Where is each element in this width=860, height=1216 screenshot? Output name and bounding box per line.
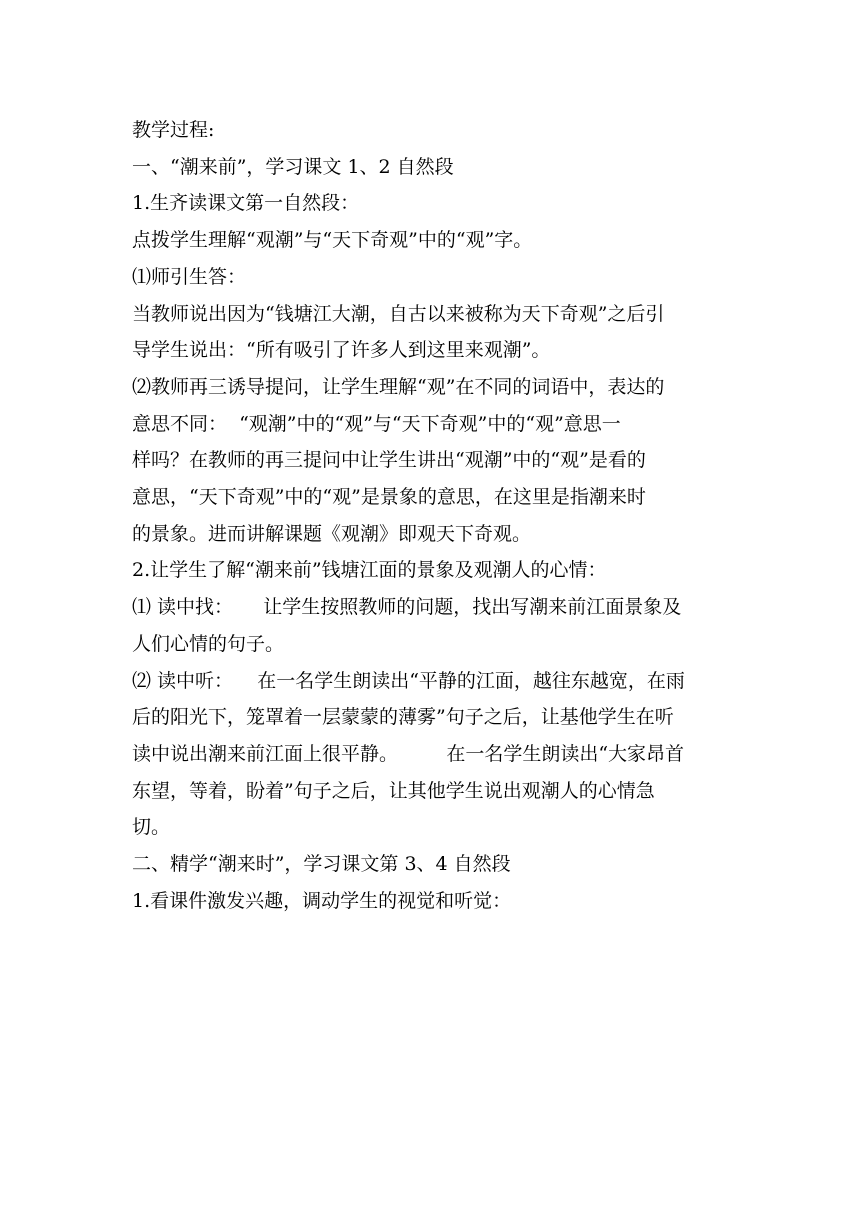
- paragraph-line: ⑴ 读中找： 让学生按照教师的问题，找出写潮来前江面景象及: [132, 596, 682, 619]
- paragraph-line: 样吗？在教师的再三提问中让学生讲出“观潮”中的“观”是看的: [132, 449, 646, 472]
- paragraph-line: 意思，“天下奇观”中的“观”是景象的意思，在这里是指潮来时: [132, 486, 646, 509]
- paragraph-line: ⑵教师再三诱导提问，让学生理解“观”在不同的词语中，表达的: [132, 375, 665, 398]
- paragraph-line: 人们心情的句子。: [132, 632, 285, 655]
- paragraph-line: 导学生说出：“所有吸引了许多人到这里来观潮”。: [132, 339, 551, 362]
- subheading-step-1: 1.看课件激发兴趣，调动学生的视觉和听觉：: [132, 889, 512, 912]
- section-heading-part-one: 一、“潮来前”，学习课文 1、2 自然段: [132, 155, 454, 178]
- section-heading-teaching-process: 教学过程:: [132, 119, 215, 141]
- paragraph-line: 当教师说出因为“钱塘江大潮，自古以来被称为天下奇观”之后引: [132, 302, 665, 325]
- subheading-step-1: 1.生齐读课文第一自然段：: [132, 192, 360, 215]
- paragraph-line: 切。: [132, 816, 171, 839]
- document-body: [132, 112, 732, 919]
- paragraph-line: 的景象。进而讲解课题《观潮》即观天下奇观。: [132, 522, 532, 545]
- paragraph-line: 后的阳光下，笼罩着一层蒙蒙的薄雾”句子之后，让基他学生在听: [132, 706, 674, 729]
- paragraph-line: ⑵ 读中听： 在一名学生朗读出“平静的江面，越往东越宽，在雨: [132, 669, 685, 692]
- paragraph-line: 东望，等着，盼着”句子之后，让其他学生说出观潮人的心情急: [132, 779, 655, 802]
- section-heading-part-two: 二、精学“潮来时”，学习课文第 3、4 自然段: [132, 853, 511, 876]
- list-item-heading: ⑴师引生答：: [132, 265, 247, 288]
- subheading-step-2: 2.让学生了解“潮来前”钱塘江面的景象及观潮人的心情：: [132, 559, 607, 582]
- paragraph-line: 点拨学生理解“观潮”与“天下奇观”中的“观”字。: [132, 229, 533, 252]
- paragraph-line: 意思不同： “观潮”中的“观”与“天下奇观”中的“观”意思一: [132, 412, 621, 435]
- paragraph-line: 读中说出潮来前江面上很平静。 在一名学生朗读出“大家昂首: [132, 742, 685, 765]
